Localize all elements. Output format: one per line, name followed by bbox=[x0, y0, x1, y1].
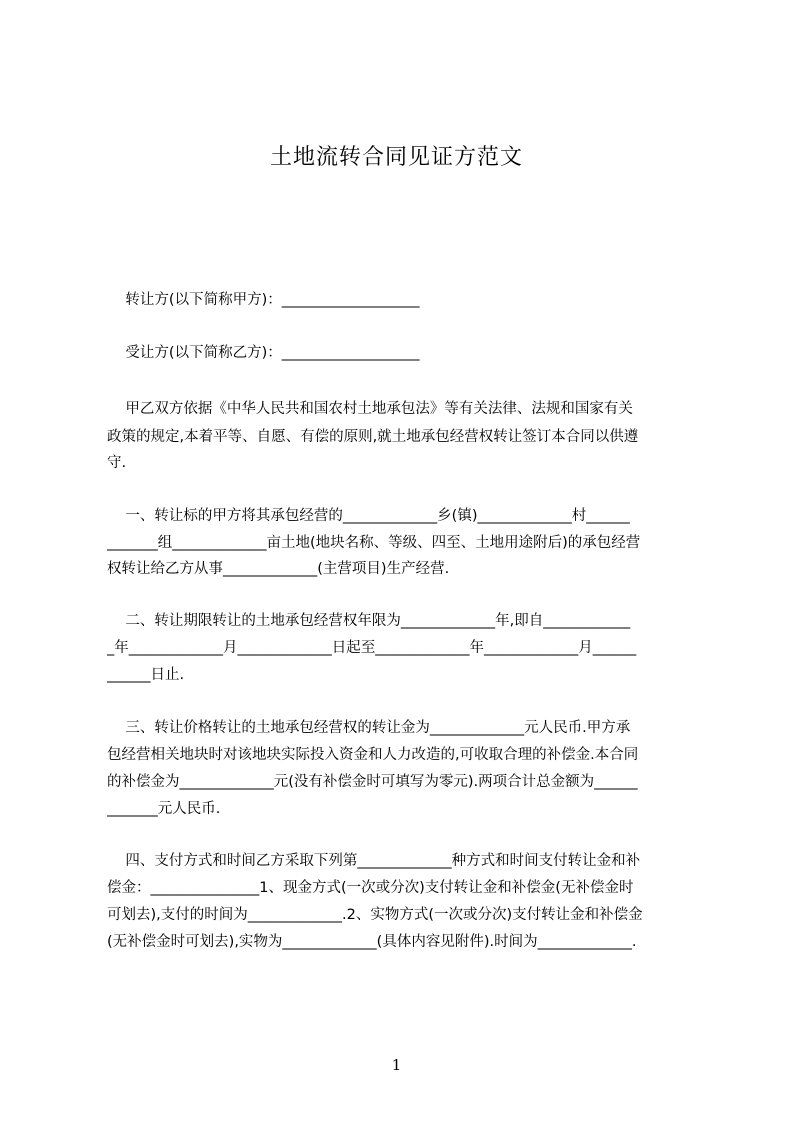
clause-3-line-1: 三、转让价格转让的土地承包经营权的转让金为_____________元人民币.甲方承 bbox=[107, 720, 631, 736]
preamble-line-3: 守. bbox=[107, 455, 127, 471]
preamble-line-1: 甲乙双方依据《中华人民共和国农村土地承包法》等有关法律、法规和国家有关 bbox=[107, 401, 633, 417]
clause-2-line-3: ______日止. bbox=[107, 667, 185, 683]
clause-4-line-2: 偿金：_______________1、现金方式(一次或分次)支付转让金和补偿金(无补偿金时 bbox=[107, 880, 634, 896]
transferee-line: 受让方(以下简称乙方)：___________________ bbox=[107, 345, 420, 361]
transferor-line: 转让方(以下简称甲方)：___________________ bbox=[107, 292, 420, 308]
page-number: 1 bbox=[391, 1056, 402, 1074]
clause-4-line-3: 可划去),支付的时间为_____________.2、实物方式(一次或分次)支付转让金和补偿金 bbox=[107, 907, 643, 923]
document-title: 土地流转合同见证方范文 bbox=[269, 145, 523, 170]
clause-3-line-3: 的补偿金为_____________元(没有补偿金时可填写为零元).两项合计总金额为______ bbox=[107, 774, 638, 790]
clause-1-line-3: 权转让给乙方从事_____________(主营项目)生产经营. bbox=[107, 561, 450, 577]
clause-3-line-2: 包经营相关地块时对该地块实际投入资金和人力改造的,可收取合理的补偿金.本合同 bbox=[107, 747, 639, 763]
clause-2-line-1: 二、转让期限转让的土地承包经营权年限为_____________年,即自____________ bbox=[107, 613, 631, 629]
clause-1-line-2: _______组_____________亩土地(地块名称、等级、四至、土地用途附后)的承包经营 bbox=[107, 535, 641, 551]
clause-4-line-1: 四、支付方式和时间乙方采取下列第_____________种方式和时间支付转让金和补 bbox=[107, 853, 641, 869]
clause-2-line-2: _年_____________月_____________日起至_____________年_____________月______ bbox=[107, 640, 637, 656]
clause-3-line-4: _______元人民币. bbox=[107, 801, 221, 817]
clause-1-line-1: 一、转让标的甲方将其承包经营的_____________乡(镇)_____________村______ bbox=[107, 508, 630, 524]
preamble-line-2: 政策的规定,本着平等、自愿、有偿的原则,就土地承包经营权转让签订本合同以供遵 bbox=[107, 429, 639, 445]
clause-4-line-4: (无补偿金时可划去),实物为_____________(具体内容见附件).时间为_____________. bbox=[107, 934, 637, 950]
